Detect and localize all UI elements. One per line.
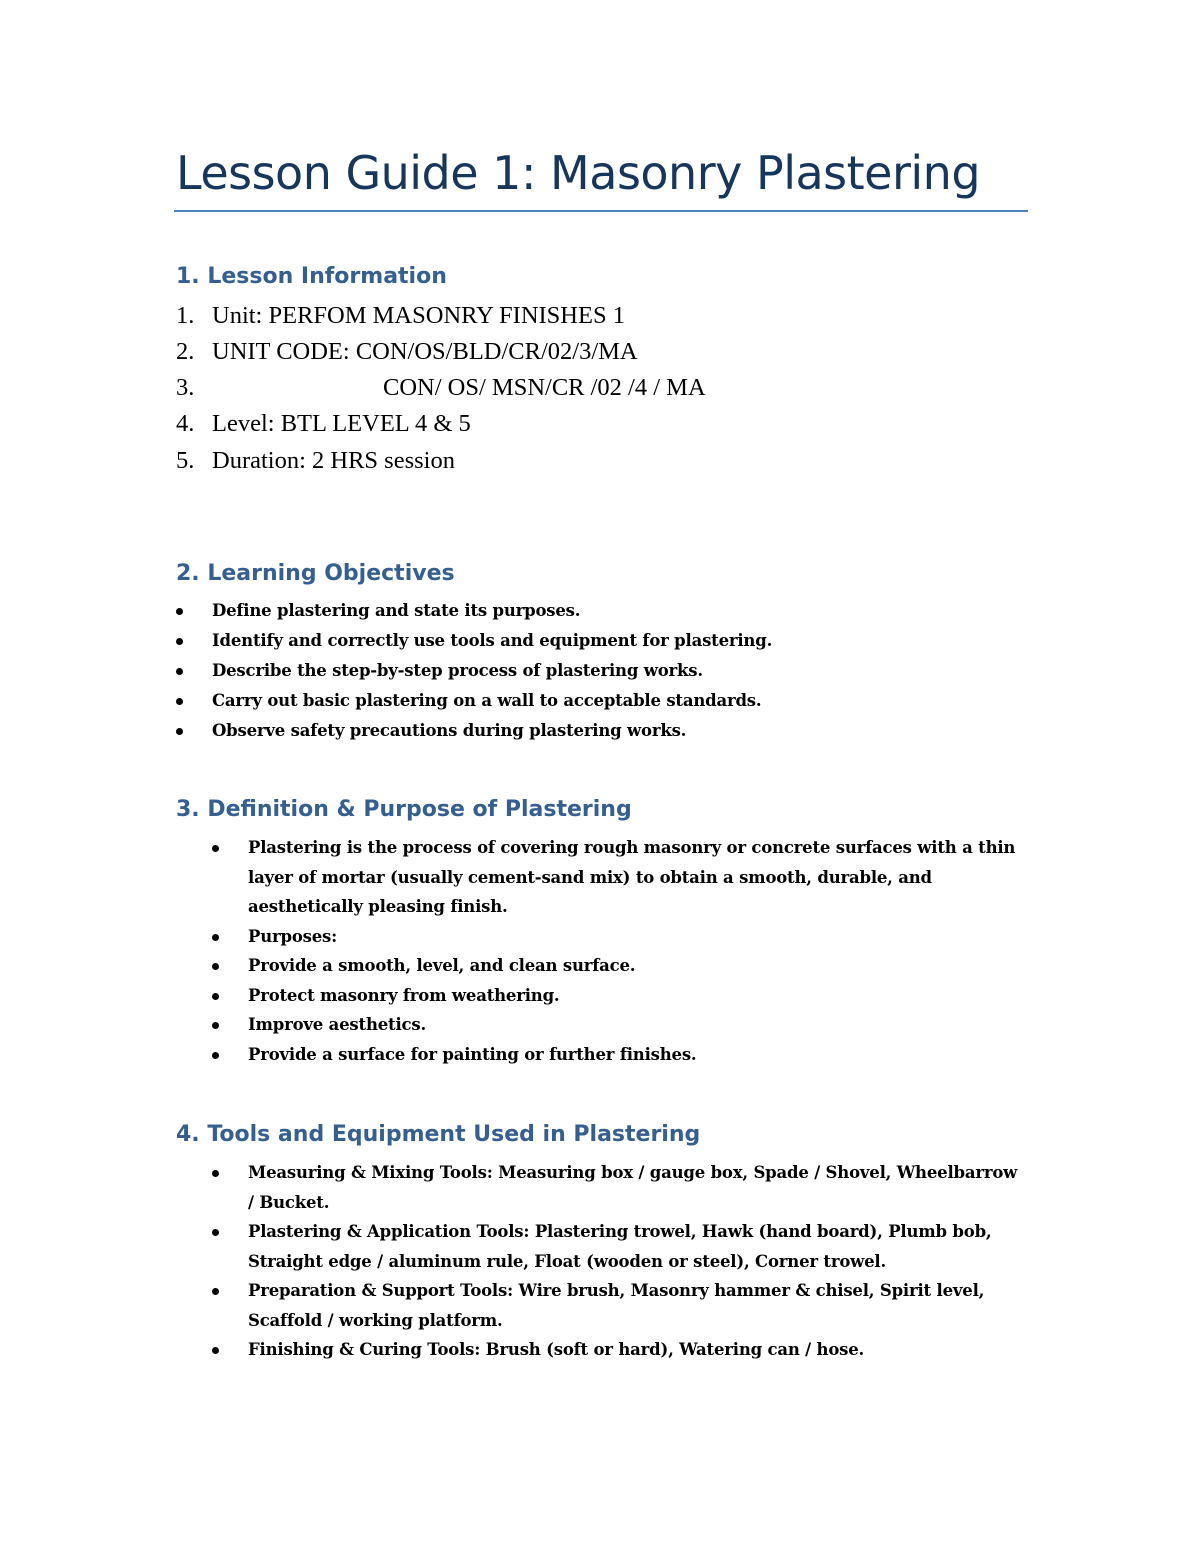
list-item xyxy=(212,833,1027,922)
bullet-icon xyxy=(176,698,183,705)
bullet-icon xyxy=(176,608,183,615)
tools-list xyxy=(212,1158,1027,1365)
bullet-icon xyxy=(212,1288,219,1295)
objectives-list xyxy=(176,596,1026,746)
bullet-icon xyxy=(212,1170,219,1177)
list-item-text: Improve aesthetics. xyxy=(248,1015,427,1034)
list-item-text: Plastering & Application Tools: Plastering trowel, Hawk (hand board), Plumb bob, Straight edge / aluminum rule, Float (wooden or steel), Corner trowel. xyxy=(248,1222,992,1271)
list-item-text: Observe safety precautions during plastering works. xyxy=(212,721,687,740)
list-item xyxy=(176,596,1026,626)
heading-tools-equipment: 4. Tools and Equipment Used in Plastering xyxy=(176,1122,701,1147)
list-item xyxy=(176,656,1026,686)
list-item xyxy=(212,1158,1027,1217)
info-item-text: UNIT CODE: CON/OS/BLD/CR/02/3/MA xyxy=(212,338,638,365)
bullet-icon xyxy=(176,728,183,735)
list-item-text: Provide a smooth, level, and clean surface. xyxy=(248,956,636,975)
title-underline xyxy=(174,210,1028,212)
list-item-text: Carry out basic plastering on a wall to acceptable standards. xyxy=(212,691,762,710)
list-item-text: Describe the step-by-step process of plastering works. xyxy=(212,661,703,680)
bullet-icon xyxy=(212,1052,219,1059)
list-item xyxy=(176,626,1026,656)
list-item xyxy=(176,716,1026,746)
list-item-text: Provide a surface for painting or further finishes. xyxy=(248,1044,697,1064)
bullet-icon xyxy=(212,934,219,941)
heading-learning-objectives: 2. Learning Objectives xyxy=(176,561,455,586)
info-item-number: 4. xyxy=(176,410,195,437)
definition-list xyxy=(212,833,1027,1069)
list-item xyxy=(212,951,1027,981)
info-item-number: 3. xyxy=(176,374,195,401)
list-item-text: Define plastering and state its purposes. xyxy=(212,601,581,620)
bullet-icon xyxy=(212,963,219,970)
list-item-text: Finishing & Curing Tools: Brush (soft or hard), Watering can / hose. xyxy=(248,1340,865,1359)
list-item xyxy=(212,1335,1027,1365)
info-item-number: 5. xyxy=(176,447,195,474)
info-item-text: CON/ OS/ MSN/CR /02 /4 / MA xyxy=(383,374,706,401)
heading-definition-purpose: 3. Definition & Purpose of Plastering xyxy=(176,797,632,822)
info-item-text: Unit: PERFOM MASONRY FINISHES 1 xyxy=(212,302,625,329)
list-item xyxy=(212,1040,1027,1070)
bullet-icon xyxy=(176,668,183,675)
list-item-text: Plastering is the process of covering rough masonry or concrete surfaces with a thin layer of mortar (usually cement-sand mix) to obtain a smooth, durable, and aesthetically pleasing finish. xyxy=(248,838,1016,916)
bullet-icon xyxy=(212,993,219,1000)
list-item-text: Protect masonry from weathering. xyxy=(248,985,560,1005)
info-item-text: Level: BTL LEVEL 4 & 5 xyxy=(212,410,471,437)
list-item-text: Purposes: xyxy=(248,926,338,946)
info-item-text: Duration: 2 HRS session xyxy=(212,447,455,474)
bullet-icon xyxy=(212,1022,219,1029)
list-item xyxy=(212,1010,1027,1040)
list-item xyxy=(212,1217,1027,1276)
bullet-icon xyxy=(176,638,183,645)
bullet-icon xyxy=(212,1229,219,1236)
list-item-text: Identify and correctly use tools and equipment for plastering. xyxy=(212,631,773,650)
info-item-number: 2. xyxy=(176,338,195,365)
list-item xyxy=(176,686,1026,716)
list-item xyxy=(212,981,1027,1011)
bullet-icon xyxy=(212,845,219,852)
info-item-number: 1. xyxy=(176,302,195,329)
bullet-icon xyxy=(212,1347,219,1354)
list-item-text: Measuring & Mixing Tools: Measuring box / gauge box, Spade / Shovel, Wheelbarrow / Bucket. xyxy=(248,1163,1018,1212)
document-title: Lesson Guide 1: Masonry Plastering xyxy=(176,146,981,200)
list-item xyxy=(212,1276,1027,1335)
list-item xyxy=(212,922,1027,952)
heading-lesson-information: 1. Lesson Information xyxy=(176,264,447,289)
list-item-text: Preparation & Support Tools: Wire brush, Masonry hammer & chisel, Spirit level, Scaffold / working platform. xyxy=(248,1281,985,1330)
